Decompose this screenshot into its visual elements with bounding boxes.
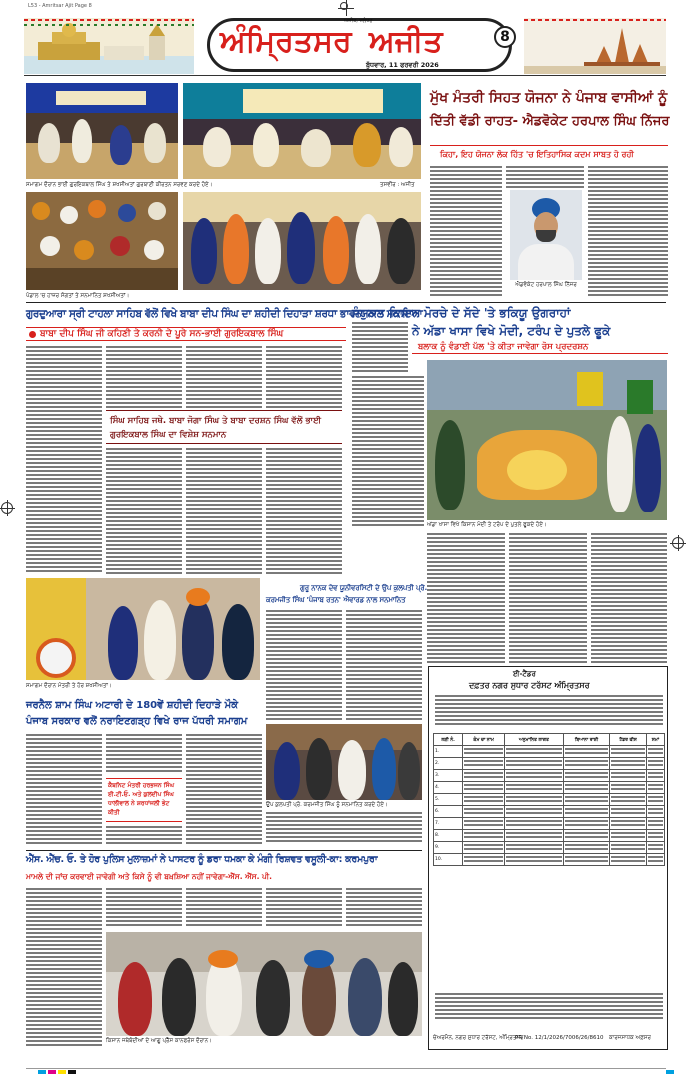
tender-col-time: ਸਮਾਂ (646, 734, 664, 746)
tender-cell (463, 818, 505, 830)
tender-row-number: 3. (434, 770, 463, 782)
rule-above-gurdwara (26, 302, 666, 303)
wreath-photo-caption: ਸਮਾਗਮ ਦੌਰਾਨ ਮੰਤਰੀ ਤੇ ਹੋਰ ਸ਼ਖਸੀਅਤਾਂ। (26, 683, 112, 689)
cm-scheme-headline-1: ਮੁੱਖ ਮੰਤਰੀ ਸਿਹਤ ਯੋਜਨਾ ਨੇ ਪੰਜਾਬ ਵਾਸੀਆਂ ਨੂੰ (430, 90, 668, 106)
tender-row (434, 806, 665, 818)
tender-cell (610, 806, 646, 818)
tender-footer: ਚੇਅਰਮੈਨ, ਨਗਰ ਸੁਧਾਰ ਟਰੱਸਟ, ਅੰਮ੍ਰਿਤਸਰ (433, 1035, 524, 1041)
farmers-body-col-d (591, 533, 667, 663)
tender-title: ਦਫ਼ਤਰ ਨਗਰ ਸੁਧਾਰ ਟਰੱਸਟ ਅੰਮ੍ਰਿਤਸਰ (469, 681, 590, 690)
gurdwara-banner-text: ਬਾਬਾ ਦੀਪ ਸਿੰਘ ਜੀ ਕਹਿਣੀ ਤੇ ਕਰਨੀ ਦੇ ਪੂਰੇ ਸਨ-ਭਾਈ ਗੁਰਇਕਬਾਲ ਸਿੰਘ (40, 329, 284, 339)
tender-row-number: 8. (434, 830, 463, 842)
farmers-headline-1: ਸੰਯੁਕਤ ਕਿਸਾਨ ਮੋਰਚੇ ਦੇ ਸੱਦੇ 'ਤੇ ਭਕਿਯੂ ਉਗਰਾਹਾਂ (352, 306, 571, 320)
general-shaam-headline-2: ਪੰਜਾਬ ਸਰਕਾਰ ਵਲੋਂ ਨਰਾਇਣਗੜ੍ਹ ਵਿਖੇ ਰਾਜ ਪੱਧਰੀ ਸਮਾਗਮ (26, 716, 248, 727)
tender-cell (563, 746, 610, 758)
tender-notice (428, 666, 668, 1050)
color-control-strip (26, 1068, 666, 1074)
tender-cell (563, 806, 610, 818)
photo-press-conference (106, 932, 422, 1036)
photo-gurdwara-stage (26, 83, 178, 179)
tender-cell (610, 782, 646, 794)
tender-cell (646, 794, 664, 806)
cm-scheme-headline-2: ਦਿੱਤੀ ਵੱਡੀ ਰਾਹਤ- ਐਡਵੋਕੇਟ ਹਰਪਾਲ ਸਿੰਘ ਨਿੱਜਰ (430, 114, 670, 129)
tender-cell (610, 842, 646, 854)
farmers-body-col-b (427, 533, 505, 663)
tender-table (433, 733, 665, 866)
portrait-harpal-singh (510, 190, 582, 280)
tender-cell (646, 782, 664, 794)
tender-cell (505, 770, 564, 782)
tender-row-number: 7. (434, 818, 463, 830)
tender-cell (610, 830, 646, 842)
tender-cell (563, 794, 610, 806)
tender-cell (463, 830, 505, 842)
tender-row (434, 854, 665, 866)
tender-row-number: 4. (434, 782, 463, 794)
gurdwara-body-col-2 (106, 448, 182, 574)
gurdwara-headline: ਗੁਰਦੁਆਰਾ ਸ੍ਰੀ ਟਾਹਲਾ ਸਾਹਿਬ ਵੱਲੋਂ ਵਿਖੇ ਬਾਬਾ ਦੀਪ ਸਿੰਘ ਦਾ ਸ਼ਹੀਦੀ ਦਿਹਾੜਾ ਸ਼ਰਧਾ ਭਾਵਨਾ ਨਾਲ ਮਨਾਇਆ (26, 308, 423, 320)
photo-effigy-burning (427, 360, 667, 520)
tender-cell (505, 818, 564, 830)
masthead-date: ਬੁੱਧਵਾਰ, 11 ਫਰਵਰੀ 2026 (366, 61, 439, 69)
registration-mark-left (1, 502, 13, 514)
photo-gurdwara-kirtan (183, 83, 421, 179)
sho-col-3 (186, 888, 262, 928)
tender-row-number: 9. (434, 842, 463, 854)
farmers-body-col-c (509, 533, 587, 663)
sho-col-2 (106, 888, 182, 928)
tender-cell (610, 818, 646, 830)
tender-row (434, 818, 665, 830)
tender-cell (505, 746, 564, 758)
masthead-small-label: ਅਜੀਤ, ਜਲੰਧਰ (344, 18, 373, 24)
tender-cell (505, 782, 564, 794)
guru-nanak-col-tail (266, 812, 422, 844)
photo-caption-2: ਪੰਡਾਲ 'ਚ ਹਾਜ਼ਰ ਸੰਗਤਾਂ ਤੇ ਸਨਮਾਨਿਤ ਸ਼ਖਸੀਅਤਾਂ। (26, 293, 130, 299)
tender-cell (646, 770, 664, 782)
guru-nanak-col-2 (346, 610, 422, 722)
guru-nanak-headline-2: ਕਰਮਜੀਤ ਸਿੰਘ 'ਪੰਜਾਬ ਰਤਨ' ਐਵਾਰਡ ਨਾਲ ਸਨਮਾਨਿਤ (266, 596, 406, 604)
farmers-headline-2: ਨੇ ਅੱਡਾ ਖਾਸਾ ਵਿਖੇ ਮੋਦੀ, ਟਰੰਪ ਦੇ ਪੁਤਲੇ ਫੂਕੇ (412, 324, 611, 338)
registration-mark-top (340, 2, 348, 10)
photo-wreath-tribute (26, 578, 260, 680)
tender-cell (563, 854, 610, 866)
tender-row (434, 770, 665, 782)
general-shaam-col-2 (106, 826, 182, 844)
tender-cell (505, 806, 564, 818)
tender-cell (646, 842, 664, 854)
tender-cell (610, 854, 646, 866)
guru-nanak-col-1 (266, 610, 342, 722)
tender-row-number: 5. (434, 794, 463, 806)
golden-temple-illustration (24, 18, 194, 74)
tender-cell (563, 818, 610, 830)
tender-row-number: 6. (434, 806, 463, 818)
sho-col-4 (266, 888, 342, 928)
general-shaam-col-2-top (106, 734, 182, 774)
gurdwara-body-col-3-top (186, 346, 262, 408)
photo-vc-honoured (266, 724, 422, 800)
sho-col-5 (346, 888, 422, 928)
tender-row (434, 746, 665, 758)
farmers-body-lead (352, 322, 408, 372)
gurdwara-body-col-1 (26, 346, 102, 574)
cm-scheme-body-3 (588, 166, 668, 296)
tender-cell (646, 758, 664, 770)
tender-row (434, 782, 665, 794)
rule-above-sho (26, 850, 422, 851)
tender-cell (646, 806, 664, 818)
sho-subhead: ਮਾਮਲੇ ਦੀ ਜਾਂਚ ਕਰਵਾਈ ਜਾਵੇਗੀ ਅਤੇ ਕਿਸੇ ਨੂੰ ਵੀ ਬਖ਼ਸ਼ਿਆ ਨਹੀਂ ਜਾਵੇਗਾ-ਐੱਸ. ਐੱਸ. ਪੀ. (26, 872, 272, 881)
tender-row (434, 830, 665, 842)
temple-illustration-right (524, 18, 666, 74)
press-photo-caption: ਕਿਸਾਨ ਜਥੇਬੰਦੀਆਂ ਦੇ ਆਗੂ ਪ੍ਰੈੱਸ ਕਾਨਫਰੰਸ ਦੌਰਾਨ। (106, 1038, 212, 1044)
farmers-photo-caption: ਅੱਡਾ ਖਾਸਾ ਵਿਖੇ ਕਿਸਾਨ ਮੋਦੀ ਤੇ ਟਰੰਪ ਦੇ ਪੁਤਲੇ ਫੂਕਦੇ ਹੋਏ। (427, 522, 547, 528)
tender-cell (610, 746, 646, 758)
photo-honouring-ceremony (183, 192, 421, 290)
sho-col-1 (26, 888, 102, 1046)
gurdwara-banner (26, 327, 346, 341)
tender-row-number: 2. (434, 758, 463, 770)
tender-col-work: ਕੰਮ ਦਾ ਨਾਮ (463, 734, 505, 746)
guru-nanak-headline-1: ਗੁਰੂ ਨਾਨਕ ਦੇਵ ਯੂਨੀਵਰਸਿਟੀ ਦੇ ਉਪ ਕੁਲਪਤੀ ਪ੍ਰੋ. (300, 584, 428, 592)
tender-col-sr: ਲੜੀ ਨੰ. (434, 734, 463, 746)
gurdwara-body-col-4 (266, 448, 342, 574)
tender-cell (505, 854, 564, 866)
tender-cell (610, 758, 646, 770)
gurdwara-pullquote: ਸਿੰਘ ਸਾਹਿਬ ਜਥੇ. ਬਾਬਾ ਜੋਗਾ ਸਿੰਘ ਤੇ ਬਾਬਾ ਦਰਸ਼ਨ ਸਿੰਘ ਵੱਲੋਂ ਭਾਈ ਗੁਰਇਕਬਾਲ ਸਿੰਘ ਦਾ ਵਿਸ਼ੇਸ਼ ਸਨਮਾਨ (106, 410, 342, 444)
tender-cell (610, 794, 646, 806)
tender-cell (646, 854, 664, 866)
photo-sangat-crowd (26, 192, 178, 290)
tender-cell (505, 830, 564, 842)
tender-cell (463, 770, 505, 782)
tender-cell (563, 782, 610, 794)
gurdwara-body-col-2-top (106, 346, 182, 408)
tender-cell (463, 794, 505, 806)
tender-cell (646, 830, 664, 842)
tender-footer-right: ਕਾਰਜਸਾਧਕ ਅਫ਼ਸਰ (609, 1035, 651, 1041)
gurdwara-body-col-3 (186, 448, 262, 574)
tender-col-fee: ਟੈਂਡਰ ਫੀਸ (610, 734, 646, 746)
farmers-body-col-a (352, 376, 424, 526)
photo-caption-1: ਸਮਾਗਮ ਦੌਰਾਨ ਭਾਈ ਗੁਰਇਕਬਾਲ ਸਿੰਘ ਤੇ ਸ਼ਖਸੀਅਤਾਂ ਗੁਰਬਾਣੀ ਕੀਰਤਨ ਸਰਵਣ ਕਰਦੇ ਹੋਏ। (26, 182, 213, 188)
tender-cell (505, 758, 564, 770)
general-shaam-col-3 (186, 734, 262, 844)
cm-scheme-body-top-mid (506, 166, 584, 188)
tender-cell (563, 770, 610, 782)
tender-row (434, 842, 665, 854)
general-shaam-headline-1: ਜਰਨੈਲ ਸ਼ਾਮ ਸਿੰਘ ਅਟਾਰੀ ਦੇ 180ਵੇਂ ਸ਼ਹੀਦੀ ਦਿਹਾੜੇ ਮੌਕੇ (26, 700, 239, 711)
masthead (24, 14, 666, 76)
tender-cell (463, 746, 505, 758)
cm-scheme-subhead: ਕਿਹਾ, ਇਹ ਯੋਜਨਾ ਲੋਕ ਹਿੱਤ 'ਚ ਇਤਿਹਾਸਿਕ ਕਦਮ ਸਾਬਤ ਹੋ ਰਹੀ (440, 150, 634, 159)
tender-cell (646, 818, 664, 830)
farmers-subhead-bar: ਬਲਾਕ ਨੂੰ ਵੰਡਾਈ ਪੱਲ 'ਤੇ ਕੀਤਾ ਜਾਵੇਗਾ ਰੋਸ ਪ੍ਰਦਰਸ਼ਨ (412, 342, 668, 354)
banner-bullet-icon (29, 331, 36, 338)
tender-col-emd: ਬਿਆਨਾ ਰਾਸ਼ੀ (563, 734, 610, 746)
photo-credit-1: ਤਸਵੀਰ : ਅਜੀਤ (380, 182, 415, 188)
tender-cell (463, 758, 505, 770)
masthead-title-right: ਅਜੀਤ (369, 24, 443, 59)
tender-cell (463, 842, 505, 854)
tender-row (434, 794, 665, 806)
page-number-badge: 8 (494, 26, 516, 48)
tender-cell (463, 782, 505, 794)
sho-headline: ਐੱਸ. ਐੱਚ. ਓ. ਤੇ ਹੋਰ ਪੁਲਿਸ ਮੁਲਾਜ਼ਮਾਂ ਨੇ ਪਾਸਟਰ ਨੂੰ ਡਰਾ ਧਮਕਾ ਕੇ ਮੰਗੀ ਰਿਸ਼ਵਤ ਵਸੂਲੀ-ਕਾ: ਕਰਮਪੁਰਾ (26, 854, 378, 865)
tender-row-number: 1. (434, 746, 463, 758)
registration-mark-right (672, 537, 684, 549)
tender-cell (463, 806, 505, 818)
tender-cell (505, 794, 564, 806)
tender-kicker: ਈ-ਟੈਂਡਰ (513, 670, 536, 678)
tender-col-cost: ਅਨੁਮਾਨਿਤ ਲਾਗਤ (505, 734, 564, 746)
tender-footer-mid: PR No. 12/1/2026/7006/26/8610 (515, 1035, 604, 1041)
tender-cell (563, 830, 610, 842)
print-slug: L53 - Amritsar Ajit Page 8 (28, 3, 92, 9)
tender-row-number: 10. (434, 854, 463, 866)
vc-photo-caption: ਉਪ ਕੁਲਪਤੀ ਪ੍ਰੋ. ਕਰਮਜੀਤ ਸਿੰਘ ਨੂੰ ਸਨਮਾਨਿਤ ਕਰਦੇ ਹੋਏ। (266, 802, 388, 808)
tender-cell (610, 770, 646, 782)
tender-cell (563, 842, 610, 854)
tender-cell (505, 842, 564, 854)
general-shaam-col-1 (26, 734, 102, 844)
masthead-title-left: ਅੰਮ੍ਰਿਤਸਰ (220, 24, 352, 59)
general-shaam-pullquote: ਕੈਬਨਿਟ ਮੰਤਰੀ ਹਰਭਜਨ ਸਿੰਘ ਈ.ਟੀ.ਓ. ਅਤੇ ਕੁਲਦੀਪ ਸਿੰਘ ਧਾਲੀਵਾਲ ਨੇ ਸ਼ਰਧਾਂਜਲੀ ਭੇਟ ਕੀਤੀ (106, 778, 182, 822)
tender-row (434, 758, 665, 770)
tender-cell (563, 758, 610, 770)
cm-scheme-body-1 (430, 166, 502, 296)
cm-scheme-rule (430, 145, 668, 146)
tender-cell (463, 854, 505, 866)
portrait-caption: ਐਡਵੋਕੇਟ ਹਰਪਾਲ ਸਿੰਘ ਨਿੱਜਰ (515, 282, 577, 288)
tender-cell (646, 746, 664, 758)
gurdwara-body-col-4-top (266, 346, 342, 408)
